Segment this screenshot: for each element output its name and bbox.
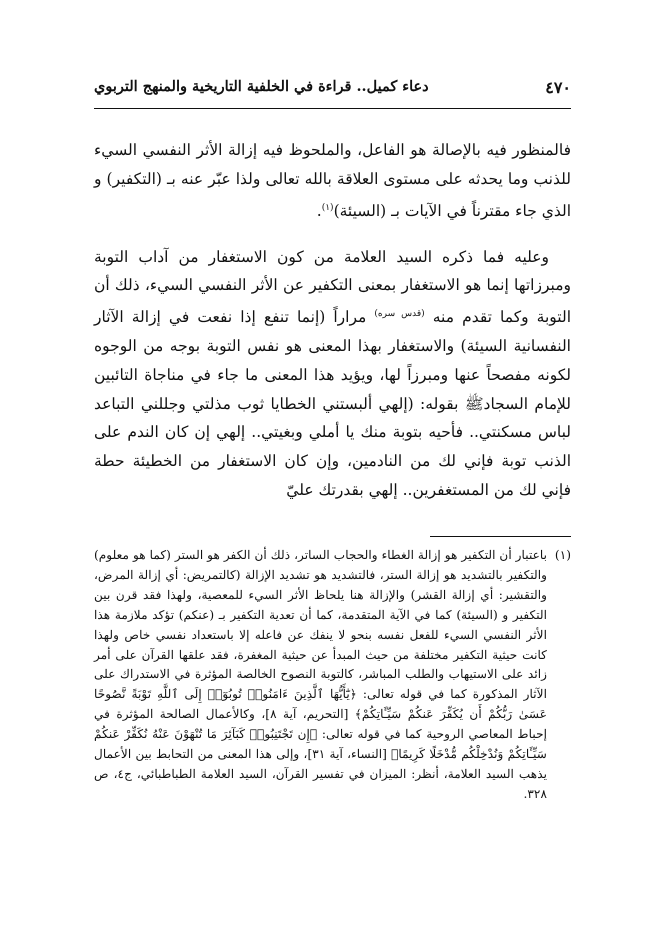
paragraph-1 bbox=[94, 136, 571, 226]
honorific: (قدس سره) bbox=[374, 309, 425, 320]
header-rule bbox=[94, 108, 571, 109]
running-title: دعاء كميل.. قراءة في الخلفية التاريخية والمنهج التربوي bbox=[94, 78, 429, 95]
paragraph-2 bbox=[94, 243, 571, 505]
footnote-text: باعتبار أن التكفير هو إزالة الغطاء والحجاب الساتر، ذلك أن الكفر هو الستر (كما هو معلوم) والتكفير بالتشديد هو إزالة الستر، فالتشديد هو تشديد الإزالة (كالتمريض: أي إزالة المرض، والتقشير: أي إزالة القشر) والإزالة هنا يلحاظ الأثر السيء للمعصية، ولهذا فقد قرن بين التكفير و (السيئة) كما في الآية المتقدمة، كما أن تعدية التكفير بـ (عنكم) تؤكد ملازمة هذا الأثر النفسي السيء للفعل نفسه بنحو لا ينفك عن فاعله إلا باستعداد نفسي خاص ولهذا كانت حيثية التكفير مختلفة من حيث المبدأ عن حيثية المغفرة، فقد علقها القرآن على أمر زائد على الاستيهاب والطلب المباشر، كالتوبة النصوح الخالصة المؤثرة في الاستدراك على الآثار المذكورة كما في قوله تعالى: ﴿يَٰٓأَيُّهَا ٱلَّذِينَ ءَامَنُوا۟ تُوبُوٓا۟ إِلَى ٱللَّهِ تَوْبَةً نَّصُوحًا عَسَىٰ رَبُّكُمْ أَن يُكَفِّرَ عَنكُمْ سَيِّـَٔاتِكُمْ﴾ [التحريم، آية ٨]، وكالأعمال الصالحة المؤثرة في إحباط المعاصي الروحية كما في قوله تعالى: ﴿إِن تَجْتَنِبُوا۟ كَبَآئِرَ مَا تُنْهَوْنَ عَنْهُ نُكَفِّرْ عَنكُمْ سَيِّـَٔاتِكُمْ وَنُدْخِلْكُم مُّدْخَلًا كَرِيمًا﴾ [النساء، آية ٣١]، وإلى هذا المعنى من التحابط بين الأعمال يذهب السيد العلامة، أنظر: الميزان في تفسير القرآن، السيد العلامة الطباطبائي، ج٤، ص ٣٢٨. bbox=[94, 548, 548, 801]
paragraph-1-text: فالمنظور فيه بالإصالة هو الفاعل، والملحوظ فيه إزالة الأثر النفسي السيء للذنب وما يحدثه على مستوى العلاقة بالله تعالى ولذا عبّر عنه بـ (التكفير) و الذي جاء مقترناً في الآيات بـ (السيئة) bbox=[94, 141, 571, 220]
main-text bbox=[94, 136, 571, 505]
footnote-reference: (١) bbox=[321, 202, 334, 213]
footnote-separator bbox=[430, 536, 571, 537]
paragraph-2-part-b: مراراً (إنما تنفع إذا نفعت في إزالة الآثار النفسانية السيئة) والاستغفار بهذا المعنى هو نفس التوبة بوجه من الوجوه لكونه مفصحاً عنها ومبرزاً لها، ويؤيد هذا المعنى ما جاء في مناجاة التائبين للإمام السجاد bbox=[94, 308, 571, 413]
paragraph-gap bbox=[94, 226, 571, 243]
page-number: ٤٧٠ bbox=[545, 78, 571, 97]
footnote-number: (١) bbox=[554, 548, 571, 562]
paragraph-1-end: . bbox=[316, 201, 322, 220]
salutation-glyph: ﷺ bbox=[464, 394, 484, 413]
paragraph-2-part-c: بقوله: (إلهي ألبستني الخطايا ثوب مذلتي وجللني التباعد لباس مسكنتي.. فأحيه بتوبة منك يا أملي وبغيتي.. إلهي إن كان الندم على الذنب توبة فإني لك من النادمين، وإن كان الاستغفار من الخطيئة حطة فإني لك من المستغفرين.. إلهي بقدرتك عليّ bbox=[94, 394, 571, 500]
running-header bbox=[94, 78, 571, 100]
paragraph-2-part-a: وعليه فما ذكره السيد العلامة من كون الاستغفار من آداب التوبة ومبرزاتها إنما هو الاستغفار بمعنى التكفير عن الأثر النفسي السيء، ذلك أن التوبة وكما تقدم منه bbox=[94, 247, 572, 327]
footnote bbox=[94, 546, 571, 805]
